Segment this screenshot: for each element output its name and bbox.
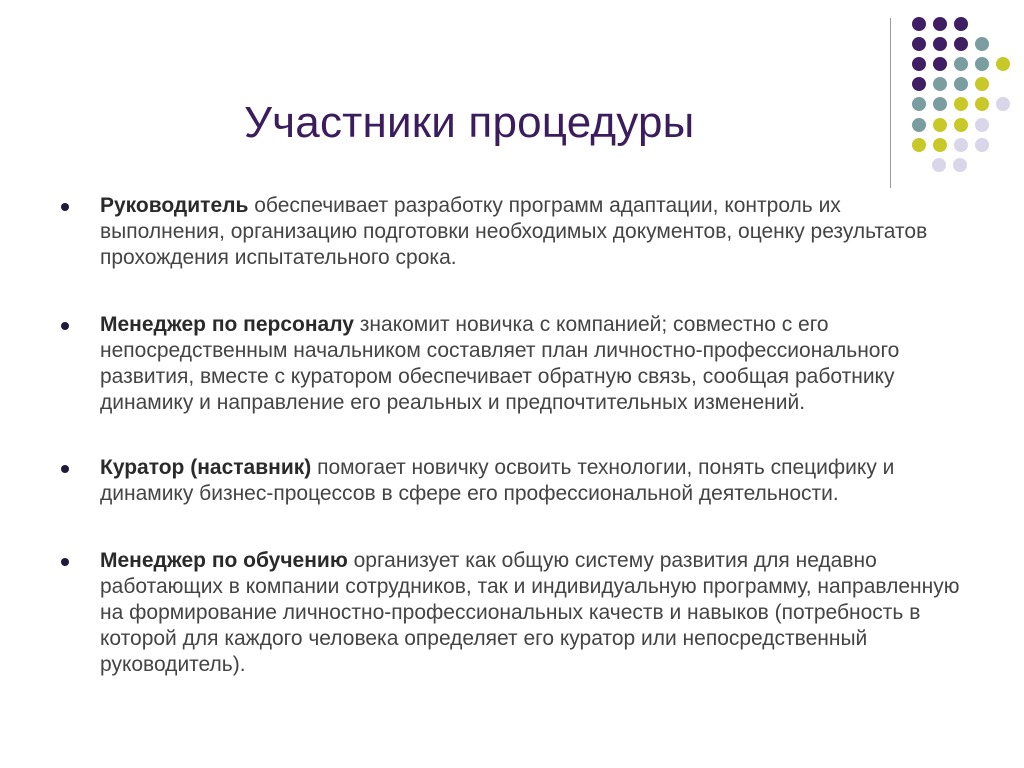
decorative-dot [912, 138, 926, 152]
decorative-dot [996, 57, 1010, 71]
decorative-dot [912, 57, 926, 71]
role-description: организует как общую систему развития для недавно работающих в компании сотрудников, так и индивидуальную программу, направленную на формирование личностно-профессиональных качеств и навыков (потребность в которой для каждого человека определяет его куратор или непосредственный руководитель). [100, 549, 960, 676]
decorative-dot [975, 37, 989, 51]
bullet-list [60, 193, 960, 678]
decorative-dot [975, 138, 989, 152]
bullet-icon [61, 558, 69, 566]
list-item-hr-manager [60, 312, 960, 416]
decorative-dot [975, 77, 989, 91]
decorative-dot [932, 158, 946, 172]
decorative-dot [933, 77, 947, 91]
bullet-icon [61, 203, 69, 211]
decorative-dot [975, 97, 989, 111]
decorative-dot [933, 17, 947, 31]
decorative-dot [975, 57, 989, 71]
decorative-dot [912, 77, 926, 91]
decorative-dot [954, 37, 968, 51]
bullet-icon [61, 322, 69, 330]
decorative-dot [954, 138, 968, 152]
decorative-dot [912, 118, 926, 132]
role-label: Куратор (наставник) [100, 456, 312, 479]
decorative-dot [953, 158, 967, 172]
decorative-dot [933, 57, 947, 71]
decorative-dot [933, 118, 947, 132]
list-item-training-manager [60, 548, 960, 678]
list-item-curator [60, 455, 960, 507]
decorative-dot [933, 37, 947, 51]
decorative-dot [954, 77, 968, 91]
decorative-dot [933, 138, 947, 152]
role-description: обеспечивает разработку программ адаптации, контроль их выполнения, организацию подготовки необходимых документов, оценку результатов прохождения испытательного срока. [100, 194, 928, 269]
decorative-dot [954, 17, 968, 31]
bullet-icon [61, 465, 69, 473]
role-label: Менеджер по обучению [100, 549, 348, 572]
decorative-dot [912, 97, 926, 111]
vertical-divider [890, 18, 891, 188]
decorative-dot [954, 97, 968, 111]
decorative-dot [933, 97, 947, 111]
decorative-dot [954, 118, 968, 132]
role-description: знакомит новичка с компанией; совместно с его непосредственным начальником составляет план личностно-профессионального развития, вместе с куратором обеспечивает обратную связь, сообщая работнику динамику и направление его реальных и предпочтительных изменений. [100, 313, 900, 414]
decorative-dot [975, 118, 989, 132]
role-description: помогает новичку освоить технологии, понять специфику и динамику бизнес-процессов в сфере его профессиональной деятельности. [100, 456, 895, 505]
slide-title: Участники процедуры [244, 98, 695, 147]
decorative-dot [996, 97, 1010, 111]
decorative-dot [954, 57, 968, 71]
role-label: Руководитель [100, 194, 249, 217]
list-item-manager [60, 193, 960, 271]
role-label: Менеджер по персоналу [100, 313, 354, 336]
decorative-dot [912, 17, 926, 31]
decorative-dot [912, 37, 926, 51]
